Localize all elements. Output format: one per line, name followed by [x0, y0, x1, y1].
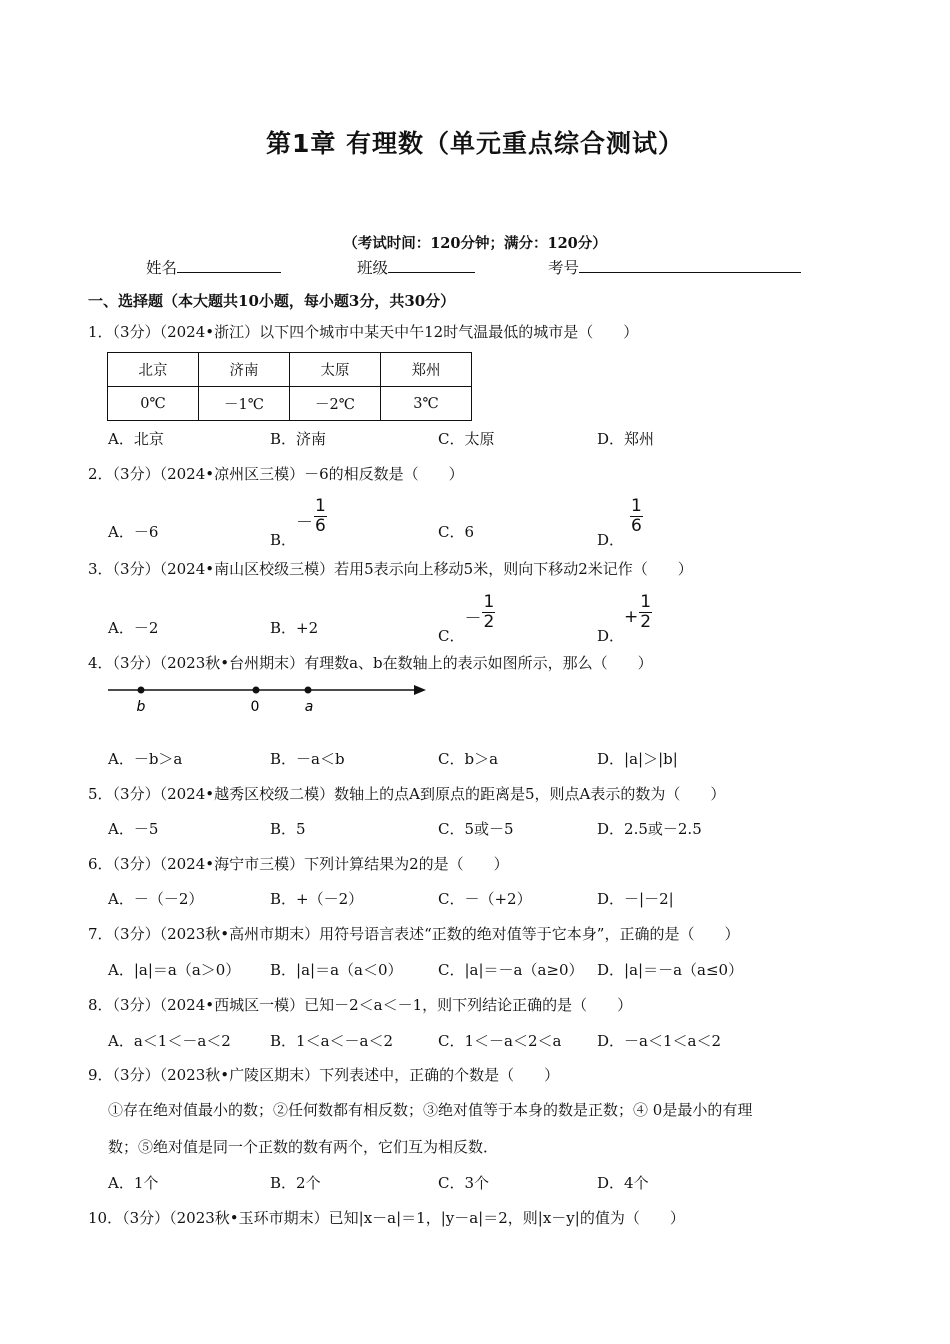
point-zero-dot — [253, 687, 260, 694]
question-1-stem: 1．（3分）（2024•浙江）以下四个城市中某天中午12时气温最低的城市是（ ） — [88, 323, 639, 341]
table-cell: 0℃ — [108, 387, 199, 421]
arrow-right-icon — [414, 685, 426, 695]
question-10-stem: 10．（3分）（2023秋•玉环市期末）已知|x－a|＝1，|y－a|＝2，则|x－y|的值为（ ） — [88, 1209, 685, 1227]
number-line — [100, 678, 440, 718]
q6-option-d[interactable]: D．－|－2| — [597, 890, 674, 908]
class-blank[interactable] — [388, 256, 475, 273]
q3-d-fraction — [639, 593, 652, 632]
section-heading: 一、选择题（本大题共10小题，每小题3分，共30分） — [88, 292, 456, 310]
exam-info: （考试时间：120分钟；满分：120分） — [343, 235, 607, 252]
q9-statements-line-1: ①存在绝对值最小的数；②任何数都有相反数；③绝对值等于本身的数是正数；④ 0是最小的有理 — [108, 1101, 753, 1119]
question-2-stem: 2．（3分）（2024•凉州区三模）－6的相反数是（ ） — [88, 465, 464, 483]
id-field — [548, 256, 801, 278]
fraction-numerator: 1 — [483, 592, 495, 612]
temperature-table — [107, 352, 472, 421]
q3-option-c-label: C． — [438, 626, 465, 645]
q1-option-c[interactable]: C．太原 — [438, 430, 495, 448]
point-zero-label: 0 — [250, 699, 260, 715]
q3-option-c[interactable] — [438, 592, 495, 645]
fraction-numerator: 1 — [640, 592, 652, 612]
table-header-cell: 北京 — [108, 353, 199, 387]
q4-option-c[interactable]: C．b＞a — [438, 750, 499, 768]
q3-d-sign: + — [624, 606, 639, 627]
q3-option-b[interactable]: B．+2 — [270, 619, 319, 637]
point-b-label: b — [136, 699, 146, 715]
name-label: 姓名 — [146, 259, 178, 277]
q3-option-a[interactable]: A．－2 — [108, 619, 159, 637]
q4-option-a[interactable]: A．－b＞a — [108, 750, 183, 768]
q7-option-d[interactable]: D．|a|＝－a（a≤0） — [597, 961, 744, 979]
q2-b-fraction — [314, 497, 327, 536]
q2-b-sign: － — [296, 513, 314, 533]
q3-option-d-label: D． — [597, 626, 625, 645]
q4-option-d[interactable]: D．|a|＞|b| — [597, 750, 678, 768]
q9-option-c[interactable]: C．3个 — [438, 1174, 490, 1192]
question-9-stem: 9．（3分）（2023秋•广陵区期末）下列表述中，正确的个数是（ ） — [88, 1066, 560, 1084]
q5-option-a[interactable]: A．－5 — [108, 820, 159, 838]
table-header-cell: 郑州 — [381, 353, 472, 387]
table-row — [108, 387, 472, 421]
class-field — [357, 256, 475, 278]
point-a-dot — [305, 687, 312, 694]
page-title: 第1章 有理数（单元重点综合测试） — [265, 129, 685, 158]
q3-option-d[interactable] — [597, 592, 652, 645]
question-7-stem: 7．（3分）（2023秋•高州市期末）用符号语言表述“正数的绝对值等于它本身”，正确的是（ ） — [88, 925, 740, 943]
question-4-stem: 4．（3分）（2023秋•台州期末）有理数a、b在数轴上的表示如图所示，那么（ ） — [88, 654, 653, 672]
question-3-stem: 3．（3分）（2024•南山区校级三模）若用5表示向上移动5米，则向下移动2米记作（ ） — [88, 560, 693, 578]
q6-option-c[interactable]: C．－（+2） — [438, 890, 532, 908]
question-6-stem: 6．（3分）（2024•海宁市三模）下列计算结果为2的是（ ） — [88, 855, 509, 873]
q8-option-b[interactable]: B．1＜a＜－a＜2 — [270, 1032, 393, 1050]
table-cell: 3℃ — [381, 387, 472, 421]
q7-option-a[interactable]: A．|a|＝a（a＞0） — [108, 961, 241, 979]
fraction-numerator: 1 — [315, 496, 326, 516]
q8-option-c[interactable]: C．1＜－a＜2＜a — [438, 1032, 562, 1050]
q7-option-b[interactable]: B．|a|＝a（a＜0） — [270, 961, 403, 979]
q2-option-d[interactable] — [597, 496, 643, 549]
fraction-denominator: 2 — [483, 612, 495, 632]
q2-option-a[interactable]: A．－6 — [108, 523, 159, 541]
table-cell: －2℃ — [290, 387, 381, 421]
question-8-stem: 8．（3分）（2024•西城区一模）已知－2＜a＜－1，则下列结论正确的是（ ） — [88, 996, 633, 1014]
table-header-row — [108, 353, 472, 387]
q2-option-b[interactable] — [270, 496, 327, 549]
q5-option-d[interactable]: D．2.5或－2.5 — [597, 820, 702, 838]
fraction-numerator: 1 — [631, 496, 642, 516]
fraction-denominator: 2 — [640, 612, 652, 632]
q6-option-a[interactable]: A．－（－2） — [108, 890, 204, 908]
q3-c-sign: － — [464, 609, 482, 629]
class-label: 班级 — [357, 259, 389, 277]
fraction-denominator: 6 — [315, 516, 326, 536]
q3-c-fraction — [482, 593, 495, 632]
q2-d-fraction — [630, 497, 643, 536]
q9-option-b[interactable]: B．2个 — [270, 1174, 321, 1192]
fraction-denominator: 6 — [631, 516, 642, 536]
point-a-label: a — [304, 699, 314, 715]
name-blank[interactable] — [177, 256, 281, 273]
name-field — [146, 256, 281, 278]
q9-statements-line-2: 数；⑤绝对值是同一个正数的数有两个，它们互为相反数． — [108, 1138, 499, 1156]
q1-option-b[interactable]: B．济南 — [270, 430, 327, 448]
table-cell: －1℃ — [199, 387, 290, 421]
q5-option-b[interactable]: B．5 — [270, 820, 306, 838]
q2-option-c[interactable]: C．6 — [438, 523, 475, 541]
table-header-cell: 太原 — [290, 353, 381, 387]
question-5-stem: 5．（3分）（2024•越秀区校级二模）数轴上的点A到原点的距离是5，则点A表示的数为（ ） — [88, 785, 726, 803]
q2-option-d-label: D． — [597, 530, 625, 549]
id-label: 考号 — [548, 259, 580, 277]
q1-option-d[interactable]: D．郑州 — [597, 430, 655, 448]
point-b-dot — [138, 687, 145, 694]
id-blank[interactable] — [579, 256, 801, 273]
q5-option-c[interactable]: C．5或－5 — [438, 820, 514, 838]
q7-option-c[interactable]: C．|a|＝－a（a≥0） — [438, 961, 584, 979]
q2-option-b-label: B． — [270, 530, 297, 549]
q9-option-d[interactable]: D．4个 — [597, 1174, 649, 1192]
table-header-cell: 济南 — [199, 353, 290, 387]
q6-option-b[interactable]: B．+（－2） — [270, 890, 364, 908]
q9-option-a[interactable]: A．1个 — [108, 1174, 159, 1192]
q8-option-d[interactable]: D．－a＜1＜a＜2 — [597, 1032, 721, 1050]
q8-option-a[interactable]: A．a＜1＜－a＜2 — [108, 1032, 231, 1050]
q1-option-a[interactable]: A．北京 — [108, 430, 164, 448]
q4-option-b[interactable]: B．－a＜b — [270, 750, 345, 768]
